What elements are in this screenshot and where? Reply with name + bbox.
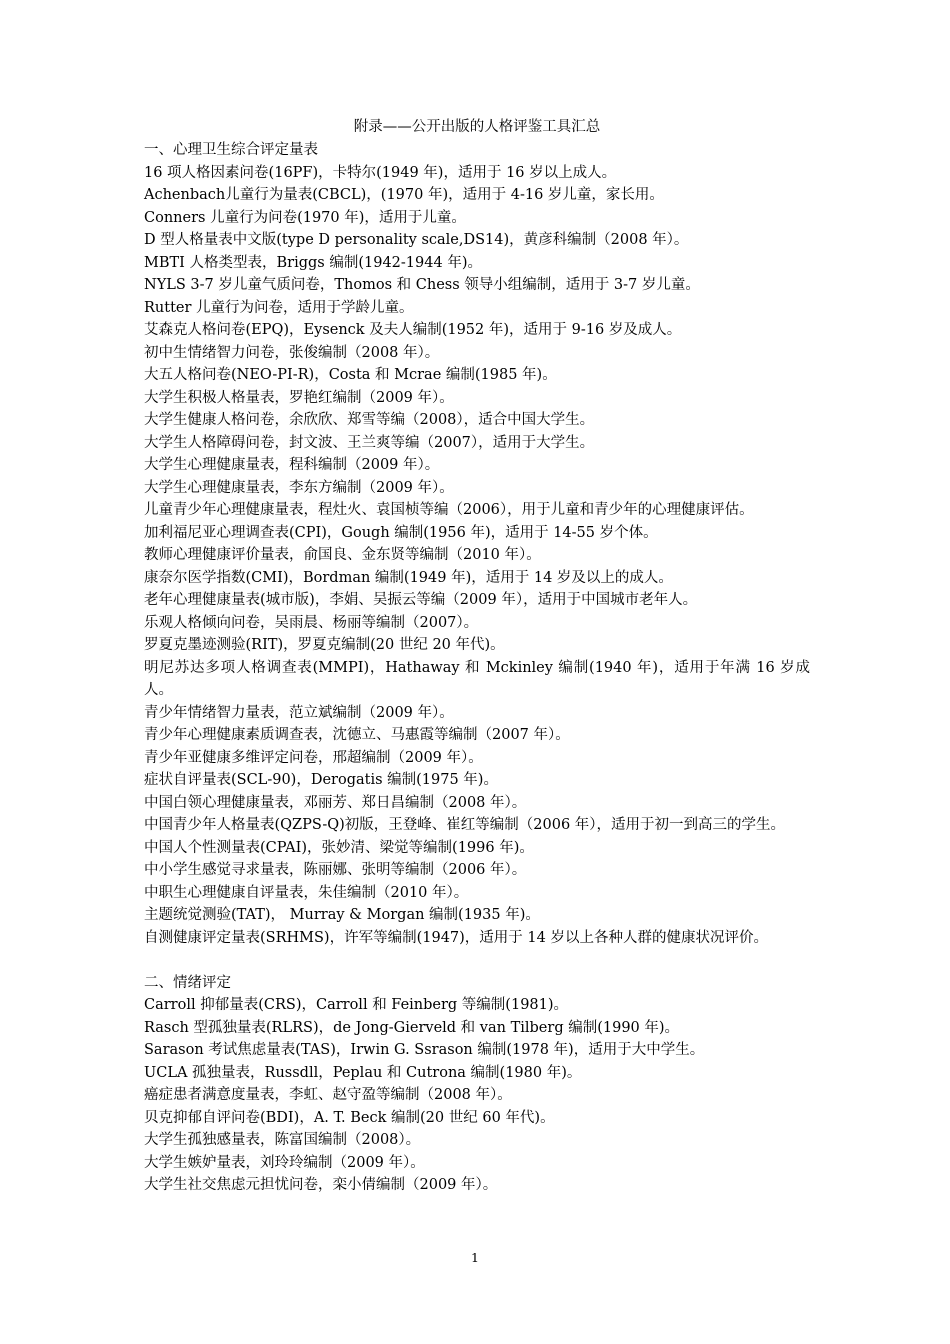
entry-list	[144, 994, 810, 1197]
section-spacer	[144, 949, 810, 972]
list-item: 康奈尔医学指数(CMI)，Bordman 编制(1949 年)，适用于 14 岁及以上的成人。	[144, 569, 673, 586]
list-item: 大学生孤独感量表，陈富国编制（2008）。	[144, 1132, 421, 1148]
list-item: 癌症患者满意度量表，李虹、赵守盈等编制（2008 年）。	[144, 1087, 512, 1103]
section-mental-health	[144, 139, 810, 949]
list-item: 青少年心理健康素质调查表，沈德立、马惠霞等编制（2007 年）。	[144, 727, 570, 743]
list-item: 大学生心理健康量表，程科编制（2009 年）。	[144, 457, 440, 473]
list-item: NYLS 3-7 岁儿童气质问卷，Thomos 和 Chess 领导小组编制，适用于 3-7 岁儿童。	[144, 277, 700, 293]
section-heading: 一、心理卫生综合评定量表	[144, 142, 318, 158]
list-item: Sarason 考试焦虑量表(TAS)，Irwin G. Ssrason 编制(1978 年)，适用于大中学生。	[144, 1042, 705, 1058]
list-item: 症状自评量表(SCL-90)，Derogatis 编制(1975 年)。	[144, 772, 498, 788]
list-item: Conners 儿童行为问卷(1970 年)，适用于儿童。	[144, 209, 466, 226]
list-item: 大学生人格障碍问卷，封文波、王兰爽等编（2007），适用于大学生。	[144, 434, 595, 451]
list-item: 16 项人格因素问卷(16PF)，卡特尔(1949 年)，适用于 16 岁以上成人。	[144, 164, 617, 181]
list-item: 中职生心理健康自评量表，朱佳编制（2010 年）。	[144, 884, 469, 901]
list-item: 中国青少年人格量表(QZPS-Q)初版，王登峰、崔红等编制（2006 年），适用于初一到高三的学生。	[144, 817, 786, 833]
list-item: 大学生健康人格问卷，余欣欣、郑雪等编（2008），适合中国大学生。	[144, 412, 595, 428]
list-item: 明尼苏达多项人格调查表(MMPI)，Hathaway 和 Mckinley 编制(1940 年)，适用于年满 16 岁成人。	[144, 659, 810, 698]
section-heading: 二、情绪评定	[144, 974, 231, 991]
list-item: 中国人个性测量表(CPAI)，张妙清、梁觉等编制(1996 年)。	[144, 839, 534, 856]
list-item: 自测健康评定量表(SRHMS)，许军等编制(1947)，适用于 14 岁以上各种人群的健康状况评价。	[144, 929, 768, 946]
list-item: 大学生积极人格量表，罗艳红编制（2009 年）。	[144, 389, 454, 406]
list-item: MBTI 人格类型表，Briggs 编制(1942-1944 年)。	[144, 254, 482, 271]
list-item: 加利福尼亚心理调查表(CPI)，Gough 编制(1956 年)，适用于 14-55 岁个体。	[144, 524, 658, 541]
list-item: D 型人格量表中文版(type D personality scale,DS14)，黄彦科编制（2008 年）。	[144, 232, 689, 248]
list-item: 青少年情绪智力量表，范立斌编制（2009 年）。	[144, 704, 454, 721]
list-item: 青少年亚健康多维评定问卷，邢超编制（2009 年）。	[144, 749, 483, 766]
list-item: 中小学生感觉寻求量表，陈丽娜、张明等编制（2006 年）。	[144, 862, 527, 878]
list-item: Carroll 抑郁量表(CRS)，Carroll 和 Feinberg 等编制(1981)。	[144, 997, 569, 1013]
list-item: Achenbach儿童行为量表(CBCL)，(1970 年)，适用于 4-16 岁儿童，家长用。	[144, 187, 664, 203]
list-item: 大学生嫉妒量表，刘玲玲编制（2009 年）。	[144, 1154, 425, 1171]
document-title: 附录——公开出版的人格评鉴工具汇总	[353, 119, 601, 135]
list-item: 大学生社交焦虑元担忧问卷，栾小倩编制（2009 年）。	[144, 1177, 498, 1193]
list-item: 大学生心理健康量表，李东方编制（2009 年）。	[144, 479, 454, 496]
entry-list	[144, 162, 810, 950]
section-emotion	[144, 972, 810, 1197]
list-item: 大五人格问卷(NEO-PI-R)，Costa 和 Mcrae 编制(1985 年)。	[144, 367, 557, 383]
list-item: 艾森克人格问卷(EPQ)，Eysenck 及夫人编制(1952 年)，适用于 9-16 岁及成人。	[144, 322, 682, 338]
list-item: 教师心理健康评价量表，俞国良、金东贤等编制（2010 年）。	[144, 547, 541, 563]
list-item: Rutter 儿童行为问卷，适用于学龄儿童。	[144, 299, 414, 316]
list-item: Rasch 型孤独量表(RLRS)，de Jong-Gierveld 和 van Tilberg 编制(1990 年)。	[144, 1019, 680, 1036]
list-item: UCLA 孤独量表，Russdll，Peplau 和 Cutrona 编制(1980 年)。	[144, 1064, 582, 1081]
list-item: 主题统觉测验(TAT)， Murray & Morgan 编制(1935 年)。	[144, 907, 540, 923]
document-body	[144, 115, 810, 1197]
list-item: 贝克抑郁自评问卷(BDI)，A. T. Beck 编制(20 世纪 60 年代)。	[144, 1109, 555, 1126]
list-item: 老年心理健康量表(城市版)，李娟、吴振云等编（2009 年），适用于中国城市老年人。	[144, 592, 698, 608]
list-item: 罗夏克墨迹测验(RIT)，罗夏克编制(20 世纪 20 年代)。	[144, 637, 505, 653]
list-item: 中国白领心理健康量表，邓丽芳、郑日昌编制（2008 年）。	[144, 794, 527, 811]
list-item: 初中生情绪智力问卷，张俊编制（2008 年）。	[144, 344, 440, 361]
page-number: 1	[471, 1250, 479, 1265]
list-item: 儿童青少年心理健康量表，程灶火、袁国桢等编（2006），用于儿童和青少年的心理健康评估。	[144, 502, 754, 518]
list-item: 乐观人格倾向问卷，吴雨晨、杨丽等编制（2007）。	[144, 614, 479, 631]
